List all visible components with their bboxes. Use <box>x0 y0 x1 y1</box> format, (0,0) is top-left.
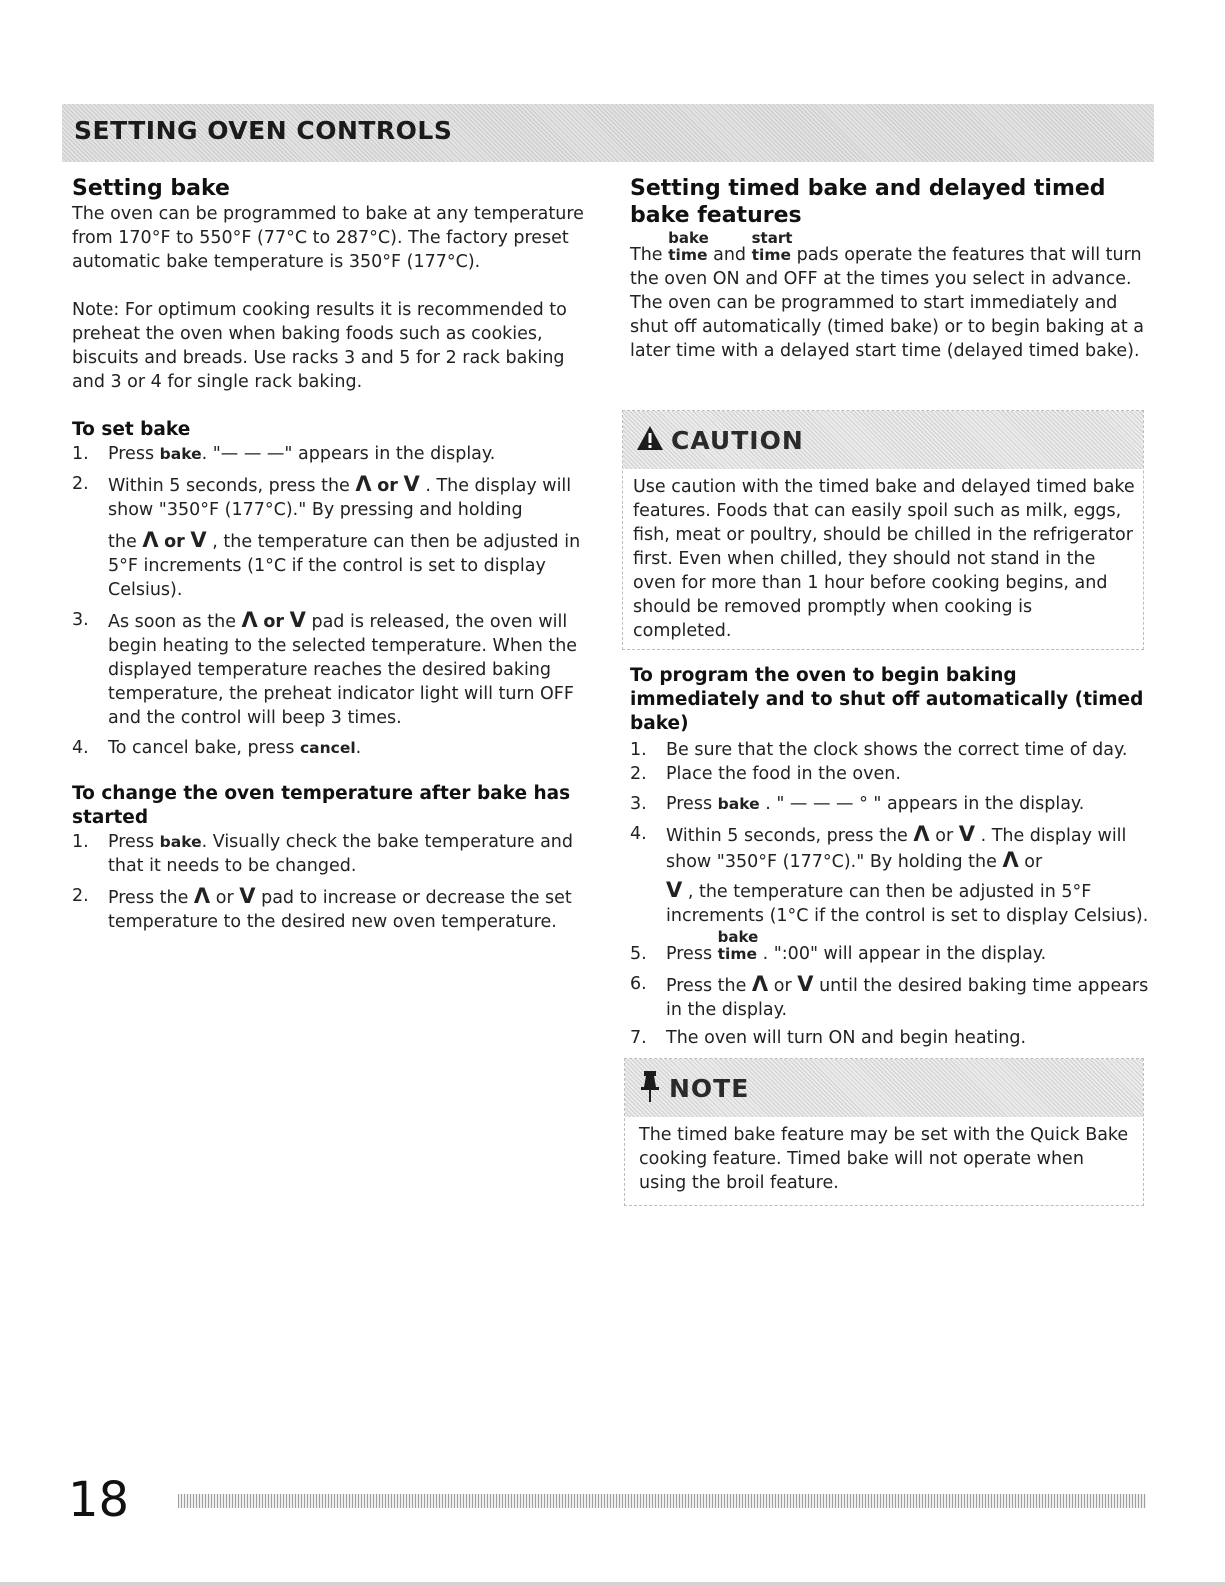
bake-time-pad-label: bake time <box>668 229 709 264</box>
program-steps <box>630 738 1150 1050</box>
timed-bake-intro: The bake time and start time pads operate the features that will turn the oven ON and OFF at the times you select in advance. The oven can be programmed to start immediately and shut off automatically (timed bake) or to begin baking at a later time with a delayed start time (delayed timed bake). <box>630 229 1145 361</box>
to-set-bake-heading: To set bake <box>72 419 191 440</box>
list-item: 4. To cancel bake, press cancel. <box>72 738 362 758</box>
set-bake-steps <box>72 442 602 760</box>
up-arrow-icon: Λ <box>1002 848 1019 872</box>
list-item: 2. Within 5 seconds, press the Λ or V . The display will show "350°F (177°C)." By pressing and holding the Λ or V , the temperature can then be adjusted in 5°F increments (1°C if the control is set to display Celsius). <box>72 472 581 600</box>
up-arrow-icon: Λ <box>751 972 769 996</box>
right-column <box>630 175 1150 363</box>
list-item: 2. Press the Λ or V pad to increase or decrease the set temperature to the desired new oven temperature. <box>72 884 572 932</box>
down-arrow-icon: V <box>190 528 207 552</box>
program-section <box>630 664 1150 1050</box>
down-arrow-icon: V <box>403 472 420 496</box>
left-column <box>72 175 602 934</box>
caution-label: CAUTION <box>671 425 804 455</box>
setting-bake-intro: The oven can be programmed to bake at any temperature from 170°F to 550°F (77°C to 287°C). The factory preset automatic bake temperature is 350°F (177°C). <box>72 204 584 272</box>
down-arrow-icon: V <box>666 878 683 902</box>
list-item: 1. Press bake. Visually check the bake temperature and that it needs to be changed. <box>72 832 573 876</box>
up-arrow-icon: Λ <box>142 528 159 552</box>
caution-text: Use caution with the timed bake and delayed timed bake features. Foods that can easily spoil such as milk, eggs, fish, meat or poultry, should be chilled in the refrigerator first. Even when chilled, they should not stand in the oven for more than 1 hour before cooking begins, and should be removed promptly when cooking is completed. <box>633 477 1135 641</box>
list-item: 1. Be sure that the clock shows the correct time of day. <box>630 740 1128 760</box>
bake-pad-label: bake <box>159 833 202 851</box>
list-item: 4. Within 5 seconds, press the Λ or V . The display will show "350°F (177°C)." By holding the Λ or V , the temperature can then be adjusted in 5°F increments (1°C if the control is set to display Celsius). <box>630 822 1149 926</box>
up-arrow-icon: Λ <box>193 884 211 908</box>
page-number: 18 <box>68 1472 130 1528</box>
setting-bake-note: Note: For optimum cooking results it is recommended to preheat the oven when baking foods such as cookies, biscuits and breads. Use racks 3 and 5 for 2 rack baking and 3 or 4 for single rack baking. <box>72 300 567 392</box>
note-box <box>624 1058 1144 1206</box>
list-item: 2. Place the food in the oven. <box>630 764 901 784</box>
down-arrow-icon: V <box>239 884 256 908</box>
down-arrow-icon: V <box>797 972 814 996</box>
section-title: SETTING OVEN CONTROLS <box>74 116 453 145</box>
change-temp-steps <box>72 830 602 934</box>
section-banner <box>62 104 1154 162</box>
setting-bake-heading: Setting bake <box>72 176 230 201</box>
cancel-pad-label: cancel <box>299 739 356 757</box>
up-arrow-icon: Λ <box>241 608 258 632</box>
change-temp-heading: To change the oven temperature after bake has started <box>72 783 571 828</box>
list-item: 3. Press bake . " — — — ° " appears in the display. <box>630 794 1085 814</box>
list-item: 1. Press bake. "— — —" appears in the display. <box>72 444 496 464</box>
down-arrow-icon: V <box>289 608 306 632</box>
up-arrow-icon: Λ <box>355 472 372 496</box>
bake-time-pad-label: bake time <box>717 928 759 963</box>
warning-triangle-icon <box>635 424 665 456</box>
note-label: NOTE <box>669 1073 750 1103</box>
note-text: The timed bake feature may be set with the Quick Bake cooking feature. Timed bake will not operate when using the broil feature. <box>639 1125 1129 1193</box>
bake-pad-label: bake <box>717 795 760 813</box>
note-header <box>625 1059 1143 1117</box>
list-item: 3. As soon as the Λ or V pad is released, the oven will begin heating to the selected temperature. When the displayed temperature reaches the desired baking temperature, the preheat indicator light will turn OFF and the control will beep 3 times. <box>72 608 578 728</box>
list-item: 6. Press the Λ or V until the desired baking time appears in the display. <box>630 972 1149 1020</box>
caution-header <box>623 411 1143 469</box>
start-time-pad-label: start time <box>751 229 793 264</box>
pushpin-icon <box>637 1069 663 1107</box>
bake-pad-label: bake <box>159 445 202 463</box>
program-heading: To program the oven to begin baking immediately and to shut off automatically (timed bake) <box>630 665 1144 734</box>
footer-bar <box>178 1494 1146 1508</box>
list-item: 7. The oven will turn ON and begin heating. <box>630 1028 1027 1048</box>
caution-box <box>622 410 1144 650</box>
up-arrow-icon: Λ <box>913 822 930 846</box>
timed-bake-heading: Setting timed bake and delayed timed bake features <box>630 176 1106 228</box>
down-arrow-icon: V <box>958 822 975 846</box>
list-item: 5. Press bake time . ":00" will appear in the display. <box>630 928 1047 964</box>
